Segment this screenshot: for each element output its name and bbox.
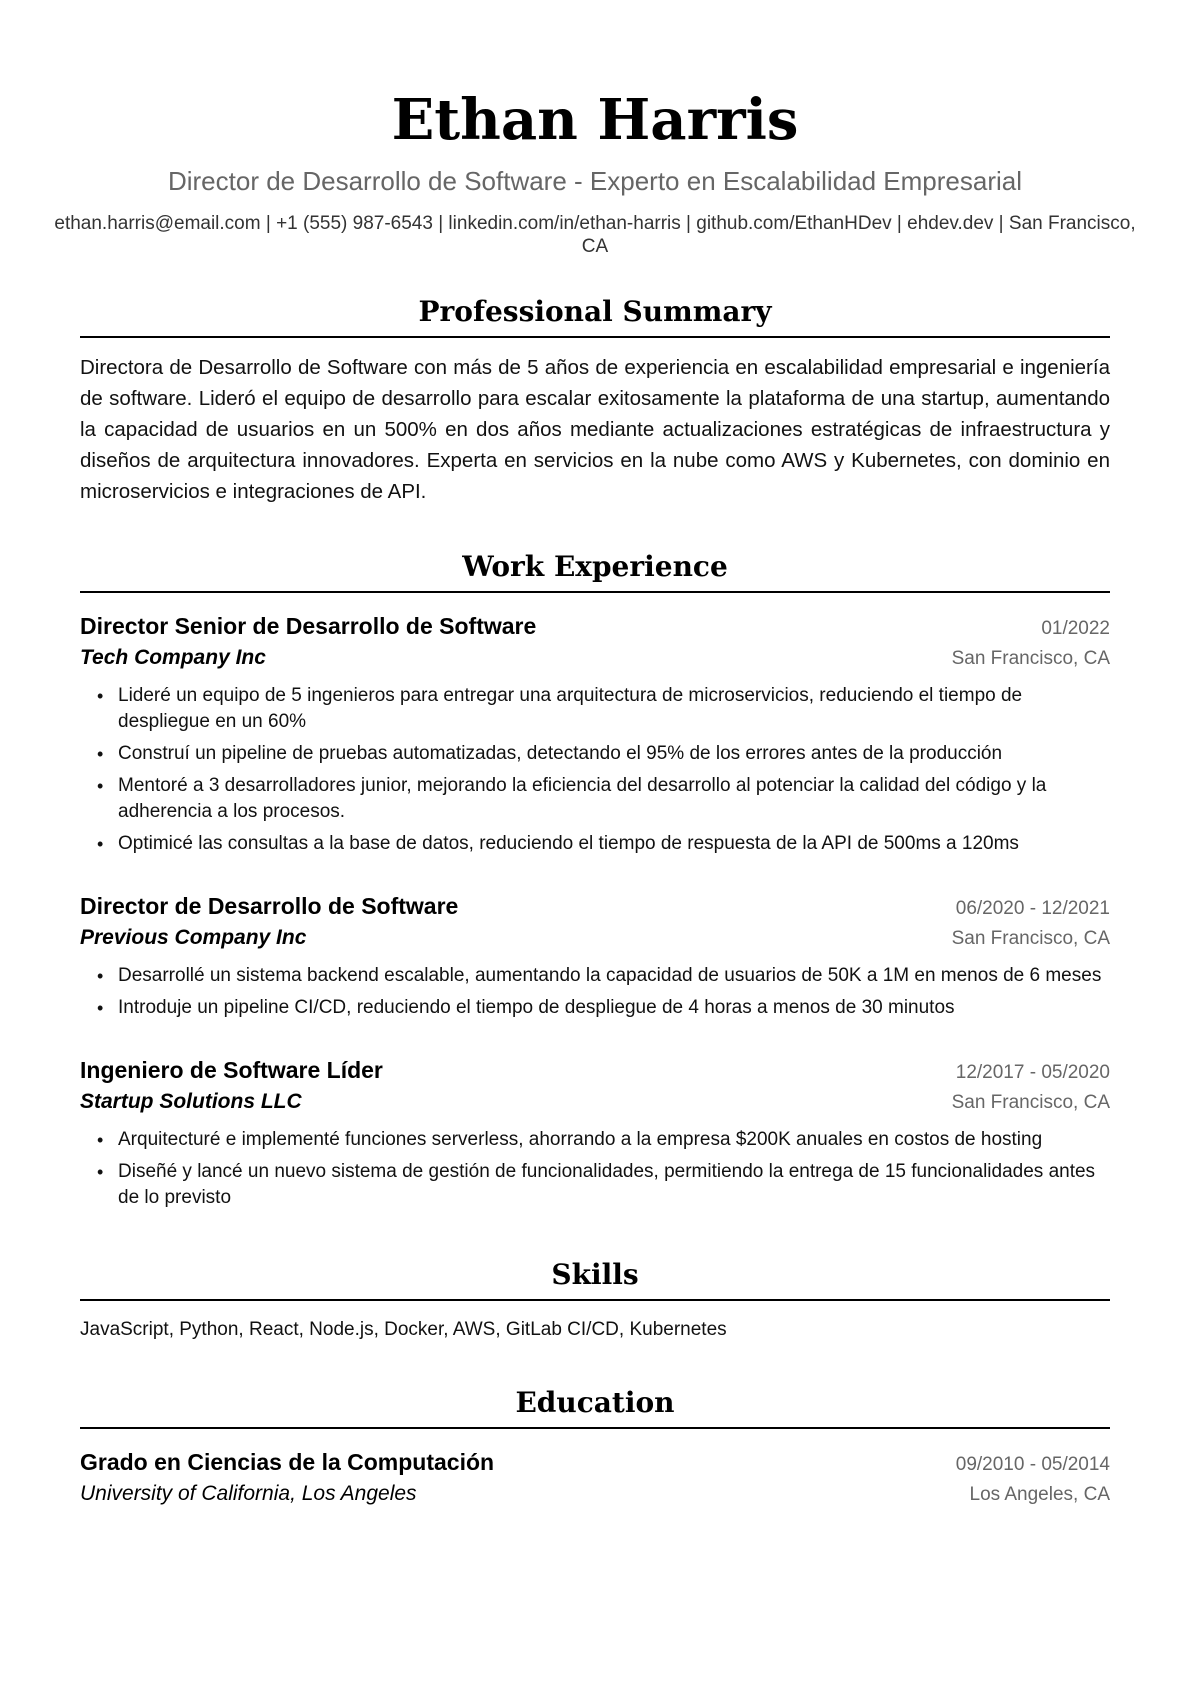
- education-entry: [80, 1447, 1110, 1509]
- job-company: Startup Solutions LLC: [80, 1090, 302, 1113]
- job-location: San Francisco, CA: [951, 648, 1110, 669]
- education-section: [80, 1385, 1110, 1509]
- education-location: Los Angeles, CA: [969, 1484, 1110, 1505]
- experience-section: [80, 549, 1110, 1211]
- job-bullet: • Diseñé y lancé un nuevo sistema de gestión de funcionalidades, permitiendo la entrega de 15 funcionalidades antes de lo previsto: [118, 1159, 1110, 1211]
- job-entry: [80, 1055, 1110, 1211]
- skills-section: [80, 1257, 1110, 1343]
- job-bullet: • Introduje un pipeline CI/CD, reduciendo el tiempo de despliegue de 4 horas a menos de 30 minutos: [118, 995, 1110, 1021]
- summary-section: [80, 294, 1110, 507]
- experience-title: Work Experience: [80, 549, 1110, 593]
- job-bullet: • Lideré un equipo de 5 ingenieros para entregar una arquitectura de microservicios, reduciendo el tiempo de despliegue en un 60%: [118, 683, 1110, 735]
- job-bullet: • Construí un pipeline de pruebas automatizadas, detectando el 95% de los errores antes de la producción: [118, 741, 1110, 767]
- job-title: Director de Desarrollo de Software: [80, 893, 459, 919]
- job-bullet: • Desarrollé un sistema backend escalable, aumentando la capacidad de usuarios de 50K a 1M en menos de 6 meses: [118, 963, 1110, 989]
- skills-title: Skills: [80, 1257, 1110, 1301]
- education-date: 09/2010 - 05/2014: [955, 1454, 1110, 1475]
- skills-list: JavaScript, Python, React, Node.js, Docker, AWS, GitLab CI/CD, Kubernetes: [80, 1319, 727, 1340]
- job-bullets: [80, 683, 1110, 857]
- candidate-headline: Director de Desarrollo de Software - Experto en Escalabilidad Empresarial: [167, 166, 1023, 196]
- job-location: San Francisco, CA: [951, 1092, 1110, 1113]
- contact-info: ethan.harris@email.com | +1 (555) 987-6543 | linkedin.com/in/ethan-harris | github.com/EthanHDev | ehdev.dev | San Francisco, CA: [54, 213, 1136, 257]
- education-title: Education: [80, 1385, 1110, 1429]
- job-entry: [80, 611, 1110, 857]
- summary-title: Professional Summary: [80, 294, 1110, 338]
- degree-title: Grado en Ciencias de la Computación: [80, 1449, 495, 1475]
- job-date: 06/2020 - 12/2021: [955, 898, 1110, 919]
- job-bullet: • Arquitecturé e implementé funciones serverless, ahorrando a la empresa $200K anuales en costos de hosting: [118, 1127, 1110, 1153]
- job-bullets: [80, 1127, 1110, 1211]
- job-bullet: • Optimicé las consultas a la base de datos, reduciendo el tiempo de respuesta de la API de 500ms a 120ms: [118, 831, 1110, 857]
- job-location: San Francisco, CA: [951, 928, 1110, 949]
- job-company: Tech Company Inc: [80, 646, 266, 669]
- resume-header: [54, 0, 1136, 258]
- job-entry: [80, 891, 1110, 1021]
- job-title: Ingeniero de Software Líder: [80, 1057, 383, 1083]
- job-date: 01/2022: [1041, 618, 1110, 639]
- job-bullets: [80, 963, 1110, 1021]
- job-title: Director Senior de Desarrollo de Software: [80, 613, 537, 639]
- job-date: 12/2017 - 05/2020: [955, 1062, 1110, 1083]
- school-name: University of California, Los Angeles: [80, 1482, 417, 1505]
- job-company: Previous Company Inc: [80, 926, 307, 949]
- job-bullet: • Mentoré a 3 desarrolladores junior, mejorando la eficiencia del desarrollo al potenciar la calidad del código y la adherencia a los procesos.: [118, 773, 1110, 825]
- candidate-name: Ethan Harris: [391, 87, 799, 153]
- summary-text: Directora de Desarrollo de Software con más de 5 años de experiencia en escalabilidad empresarial e ingeniería de software. Lideró el equipo de desarrollo para escalar exitosamente la plataforma de una startup, aumentando la capacidad de usuarios en un 500% en dos años mediante actualizaciones estratégicas de infraestructura y diseños de arquitectura innovadores. Experta en servicios en la nube como AWS y Kubernetes, con dominio en microservicios e integraciones de API.: [80, 356, 1110, 503]
